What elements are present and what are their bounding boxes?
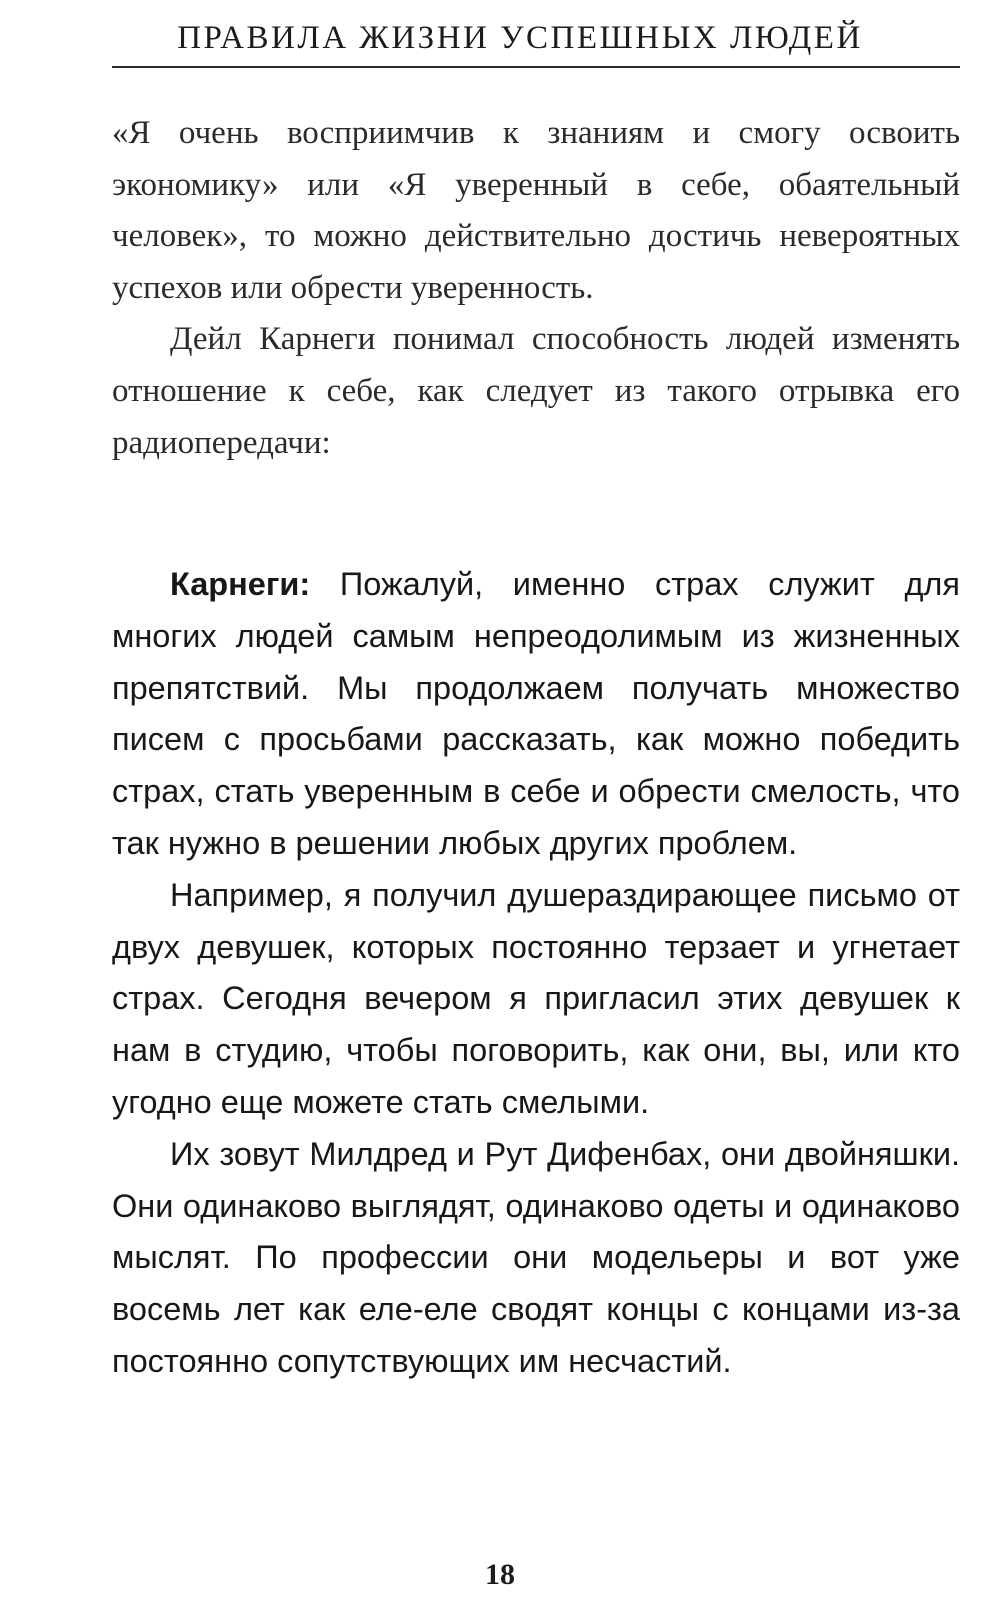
- radio-transcript: [112, 559, 960, 1388]
- transcript-paragraph: Их зовут Милдред и Рут Дифенбах, они двойняшки. Они одинаково выглядят, одинаково одеты и одинаково мыслят. По профессии они модельеры и вот уже восемь лет как еле-еле сводят концы с концами из-за постоянно сопутствующих им несчастий.: [112, 1135, 960, 1379]
- transcript-text: Пожалуй, именно страх служит для многих людей самым непреодолимым из жизненных препятствий. Мы продолжаем получать множество писем с просьбами рассказать, как можно победить страх, стать уверенным в себе и обрести смелость, что так нужно в решении любых других проблем.: [112, 566, 960, 861]
- speaker-label: Карнеги:: [170, 566, 311, 602]
- intro-paragraph: Дейл Карнеги понимал способность людей изменять отношение к себе, как следует из такого отрывка его радиопередачи:: [112, 321, 960, 461]
- page-number: 18: [485, 1558, 515, 1591]
- intro-text: [112, 108, 960, 469]
- transcript-paragraph: Например, я получил душераздирающее письмо от двух девушек, которых постоянно терзает и угнетает страх. Сегодня вечером я пригласил этих девушек к нам в студию, чтобы поговорить, как они, вы, или кто угодно еще можете стать смелыми.: [112, 876, 960, 1120]
- running-head: ПРАВИЛА ЖИЗНИ УСПЕШНЫХ ЛЮДЕЙ: [177, 20, 863, 56]
- intro-paragraph: «Я очень восприимчив к знаниям и смогу освоить экономику» или «Я уверенный в себе, обаятельный человек», то можно действительно достичь невероятных успехов или обрести уверенность.: [112, 115, 960, 306]
- header-rule: [112, 66, 960, 68]
- transcript-paragraph: [112, 559, 960, 870]
